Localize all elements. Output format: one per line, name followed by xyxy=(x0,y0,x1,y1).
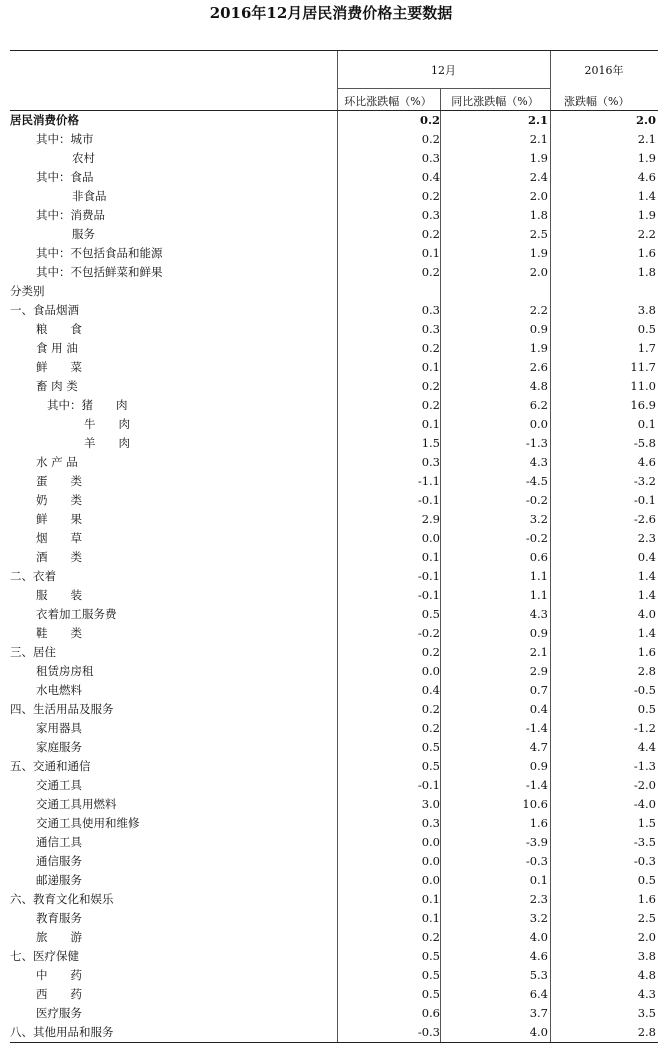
row-label: 一、食品烟酒 xyxy=(10,303,79,317)
annual-value: 3.8 xyxy=(637,949,656,963)
table-row xyxy=(10,966,658,985)
annual-value: -4.0 xyxy=(633,797,656,811)
mom-value: 0.3 xyxy=(421,816,440,830)
table-row xyxy=(10,206,658,225)
mom-value: 0.2 xyxy=(421,930,440,944)
row-label: 五、交通和通信 xyxy=(10,759,91,773)
month-header: 12月 xyxy=(431,64,456,77)
row-label: 酒 类 xyxy=(36,550,82,564)
table-row xyxy=(10,1023,658,1042)
year-header: 2016年 xyxy=(584,64,624,77)
table-row xyxy=(10,795,658,814)
mom-value: 0.2 xyxy=(421,645,440,659)
annual-value: 4.0 xyxy=(637,607,656,621)
table-row xyxy=(10,529,658,548)
mom-value: -0.1 xyxy=(417,569,440,583)
row-label: 水电燃料 xyxy=(36,683,82,697)
yoy-value: -0.2 xyxy=(525,493,548,507)
mom-value: 0.3 xyxy=(421,322,440,336)
table-row xyxy=(10,491,658,510)
table-row xyxy=(10,757,658,776)
table-row xyxy=(10,301,658,320)
annual-value: 1.4 xyxy=(637,569,656,583)
table-row xyxy=(10,377,658,396)
row-label: 二、衣着 xyxy=(10,569,56,583)
row-label: 其中：不包括食品和能源 xyxy=(36,246,163,260)
yoy-value: 10.6 xyxy=(522,797,548,811)
table-row xyxy=(10,510,658,529)
yoy-value: 1.6 xyxy=(529,816,548,830)
mom-value: 0.5 xyxy=(421,759,440,773)
row-label: 家用器具 xyxy=(36,721,82,735)
mom-value: 0.2 xyxy=(421,227,440,241)
mom-value: 0.1 xyxy=(421,550,440,564)
yoy-value: 6.2 xyxy=(529,398,548,412)
mom-value: -1.1 xyxy=(417,474,440,488)
mom-value: 3.0 xyxy=(421,797,440,811)
table-row xyxy=(10,453,658,472)
divider xyxy=(337,88,550,89)
table-row xyxy=(10,700,658,719)
row-label: 烟 草 xyxy=(36,531,82,545)
yoy-value: 2.3 xyxy=(529,892,548,906)
table-row xyxy=(10,833,658,852)
mom-value: 0.0 xyxy=(421,664,440,678)
yoy-value: 2.6 xyxy=(529,360,548,374)
yoy-value: 0.1 xyxy=(529,873,548,887)
annual-value: 0.5 xyxy=(637,702,656,716)
yoy-value: 4.0 xyxy=(529,930,548,944)
mom-value: 0.5 xyxy=(421,968,440,982)
mom-value: 0.1 xyxy=(421,360,440,374)
mom-value: 0.3 xyxy=(421,208,440,222)
row-label: 三、居住 xyxy=(10,645,56,659)
table-row xyxy=(10,928,658,947)
yoy-value: 3.2 xyxy=(529,911,548,925)
row-label: 其中：猪 肉 xyxy=(47,398,128,412)
annual-value: 0.4 xyxy=(637,550,656,564)
table-row xyxy=(10,909,658,928)
yoy-value: 2.0 xyxy=(529,265,548,279)
yoy-value: 0.9 xyxy=(529,759,548,773)
row-label: 交通工具 xyxy=(36,778,82,792)
annual-value: 2.1 xyxy=(637,132,656,146)
mom-value: -0.1 xyxy=(417,778,440,792)
mom-value: -0.3 xyxy=(417,1025,440,1039)
row-label: 其中：食品 xyxy=(36,170,94,184)
cpi-table xyxy=(10,50,658,1043)
mom-value: 0.3 xyxy=(421,303,440,317)
yoy-value: 2.1 xyxy=(529,132,548,146)
mom-value: -0.1 xyxy=(417,493,440,507)
annual-value: 1.6 xyxy=(637,645,656,659)
yoy-value: 2.5 xyxy=(529,227,548,241)
row-label: 畜 肉 类 xyxy=(36,379,78,393)
yoy-value: 5.3 xyxy=(529,968,548,982)
mom-value: 0.0 xyxy=(421,835,440,849)
mom-value: -0.2 xyxy=(417,626,440,640)
yoy-value: -0.3 xyxy=(525,854,548,868)
yoy-value: 0.6 xyxy=(529,550,548,564)
table-row xyxy=(10,111,658,130)
annual-value: 1.6 xyxy=(637,892,656,906)
yoy-value: -1.3 xyxy=(525,436,548,450)
table-body xyxy=(10,111,658,1043)
yoy-value: 4.3 xyxy=(529,455,548,469)
row-label: 八、其他用品和服务 xyxy=(10,1025,114,1039)
row-label: 分类别 xyxy=(10,284,45,298)
annual-value: 0.1 xyxy=(637,417,656,431)
row-label: 鲜 菜 xyxy=(36,360,82,374)
table-row xyxy=(10,738,658,757)
table-row xyxy=(10,187,658,206)
annual-value: 0.5 xyxy=(637,322,656,336)
yoy-value: 4.0 xyxy=(529,1025,548,1039)
row-label: 蛋 类 xyxy=(36,474,82,488)
row-label: 鞋 类 xyxy=(36,626,82,640)
annual-value: 16.9 xyxy=(630,398,656,412)
table-row xyxy=(10,548,658,567)
mom-value: 0.5 xyxy=(421,607,440,621)
row-label: 六、教育文化和娱乐 xyxy=(10,892,114,906)
annual-value: -2.6 xyxy=(633,512,656,526)
mom-value: 0.3 xyxy=(421,455,440,469)
annual-value: -0.1 xyxy=(633,493,656,507)
table-row xyxy=(10,662,658,681)
annual-value: -0.3 xyxy=(633,854,656,868)
yoy-value: 4.7 xyxy=(529,740,548,754)
annual-value: 1.7 xyxy=(637,341,656,355)
table-row xyxy=(10,852,658,871)
annual-value: -5.8 xyxy=(633,436,656,450)
yoy-value: 2.9 xyxy=(529,664,548,678)
row-label: 食 用 油 xyxy=(36,341,78,355)
row-label: 衣着加工服务费 xyxy=(36,607,117,621)
yoy-value: -1.4 xyxy=(525,721,548,735)
annual-value: -1.2 xyxy=(633,721,656,735)
mom-value: 0.0 xyxy=(421,531,440,545)
table-row xyxy=(10,814,658,833)
yoy-value: 1.1 xyxy=(529,588,548,602)
yoy-change-header: 同比涨跌幅（%） xyxy=(451,95,539,108)
yoy-value: 3.2 xyxy=(529,512,548,526)
table-row xyxy=(10,890,658,909)
mom-value: 0.5 xyxy=(421,987,440,1001)
annual-value: 1.9 xyxy=(637,208,656,222)
annual-value: 11.7 xyxy=(630,360,656,374)
row-label: 交通工具使用和维修 xyxy=(36,816,140,830)
row-label: 旅 游 xyxy=(36,930,82,944)
annual-value: 1.5 xyxy=(637,816,656,830)
page-title: 2016年12月居民消费价格主要数据 xyxy=(209,4,453,22)
mom-value: 0.3 xyxy=(421,151,440,165)
mom-change-header: 环比涨跌幅（%） xyxy=(344,95,432,108)
annual-value: 4.3 xyxy=(637,987,656,1001)
annual-value: 4.6 xyxy=(637,455,656,469)
table-row xyxy=(10,434,658,453)
annual-value: 3.8 xyxy=(637,303,656,317)
table-row xyxy=(10,719,658,738)
annual-value: 4.6 xyxy=(637,170,656,184)
annual-value: 1.6 xyxy=(637,246,656,260)
annual-value: -1.3 xyxy=(633,759,656,773)
table-row xyxy=(10,1004,658,1023)
yoy-value: 0.9 xyxy=(529,626,548,640)
mom-value: 0.1 xyxy=(421,246,440,260)
yoy-value: 0.7 xyxy=(529,683,548,697)
mom-value: 0.5 xyxy=(421,949,440,963)
row-label: 羊 肉 xyxy=(84,436,130,450)
annual-value: 2.2 xyxy=(637,227,656,241)
yoy-value: 1.1 xyxy=(529,569,548,583)
row-label: 其中：城市 xyxy=(36,132,94,146)
mom-value: 0.5 xyxy=(421,740,440,754)
yoy-value: -4.5 xyxy=(525,474,548,488)
mom-value: 0.2 xyxy=(421,721,440,735)
table-row xyxy=(10,244,658,263)
table-row xyxy=(10,320,658,339)
row-label: 通信工具 xyxy=(36,835,82,849)
yoy-value: 2.4 xyxy=(529,170,548,184)
mom-value: 0.6 xyxy=(421,1006,440,1020)
annual-value: 1.8 xyxy=(637,265,656,279)
table-row xyxy=(10,149,658,168)
row-label: 粮 食 xyxy=(36,322,82,336)
mom-value: 0.4 xyxy=(421,683,440,697)
table-row xyxy=(10,643,658,662)
table-row xyxy=(10,263,658,282)
annual-value: -3.5 xyxy=(633,835,656,849)
row-label: 农村 xyxy=(72,151,95,165)
table-row xyxy=(10,776,658,795)
yoy-value: 1.9 xyxy=(529,246,548,260)
mom-value: 0.0 xyxy=(421,854,440,868)
yoy-value: 0.0 xyxy=(529,417,548,431)
mom-value: 0.1 xyxy=(421,892,440,906)
yoy-value: 3.7 xyxy=(529,1006,548,1020)
yoy-value: 1.9 xyxy=(529,341,548,355)
annual-value: 1.4 xyxy=(637,588,656,602)
table-header xyxy=(10,51,658,111)
row-label: 中 药 xyxy=(36,968,82,982)
yoy-value: 4.3 xyxy=(529,607,548,621)
table-row xyxy=(10,681,658,700)
mom-value: 0.2 xyxy=(421,702,440,716)
row-label: 租赁房房租 xyxy=(36,664,94,678)
mom-value: -0.1 xyxy=(417,588,440,602)
table-row xyxy=(10,567,658,586)
annual-value: 2.0 xyxy=(635,113,656,127)
row-label: 交通工具用燃料 xyxy=(36,797,117,811)
yoy-value: 0.4 xyxy=(529,702,548,716)
row-label: 西 药 xyxy=(36,987,82,1001)
mom-value: 0.2 xyxy=(421,379,440,393)
yoy-value: 0.9 xyxy=(529,322,548,336)
mom-value: 1.5 xyxy=(421,436,440,450)
table-row xyxy=(10,130,658,149)
yoy-value: 2.1 xyxy=(529,645,548,659)
mom-value: 0.4 xyxy=(421,170,440,184)
table-row xyxy=(10,586,658,605)
row-label: 邮递服务 xyxy=(36,873,82,887)
yoy-value: 6.4 xyxy=(529,987,548,1001)
yoy-value: 1.9 xyxy=(529,151,548,165)
table-row xyxy=(10,605,658,624)
annual-value: 4.4 xyxy=(637,740,656,754)
annual-value: 2.0 xyxy=(637,930,656,944)
annual-change-header: 涨跌幅（%） xyxy=(564,95,630,108)
annual-value: 11.0 xyxy=(630,379,656,393)
annual-value: 2.3 xyxy=(637,531,656,545)
annual-value: -2.0 xyxy=(633,778,656,792)
yoy-value: -3.9 xyxy=(525,835,548,849)
mom-value: 0.2 xyxy=(421,132,440,146)
mom-value: 2.9 xyxy=(421,512,440,526)
mom-value: 0.1 xyxy=(421,417,440,431)
row-label: 服务 xyxy=(72,227,95,241)
table-row xyxy=(10,472,658,491)
row-label: 医疗服务 xyxy=(36,1006,82,1020)
yoy-value: 2.0 xyxy=(529,189,548,203)
table-row xyxy=(10,282,658,301)
yoy-value: -1.4 xyxy=(525,778,548,792)
row-label: 四、生活用品及服务 xyxy=(10,702,114,716)
annual-value: 0.5 xyxy=(637,873,656,887)
annual-value: -0.5 xyxy=(633,683,656,697)
yoy-value: 4.8 xyxy=(529,379,548,393)
table-row xyxy=(10,415,658,434)
mom-value: 0.2 xyxy=(421,398,440,412)
yoy-value: 1.8 xyxy=(529,208,548,222)
table-row xyxy=(10,624,658,643)
yoy-value: 2.1 xyxy=(527,113,548,127)
annual-value: 1.9 xyxy=(637,151,656,165)
table-row xyxy=(10,358,658,377)
yoy-value: 2.2 xyxy=(529,303,548,317)
row-label: 教育服务 xyxy=(36,911,82,925)
row-label: 非食品 xyxy=(72,189,107,203)
annual-value: 1.4 xyxy=(637,626,656,640)
yoy-value: 4.6 xyxy=(529,949,548,963)
annual-value: 1.4 xyxy=(637,189,656,203)
row-label: 通信服务 xyxy=(36,854,82,868)
row-label: 水 产 品 xyxy=(36,455,78,469)
row-label: 鲜 果 xyxy=(36,512,82,526)
table-row xyxy=(10,339,658,358)
mom-value: 0.1 xyxy=(421,911,440,925)
row-label: 其中：不包括鲜菜和鲜果 xyxy=(36,265,163,279)
row-label: 其中：消费品 xyxy=(36,208,105,222)
table-row xyxy=(10,225,658,244)
row-label: 服 装 xyxy=(36,588,82,602)
mom-value: 0.2 xyxy=(419,113,440,127)
row-label: 牛 肉 xyxy=(84,417,130,431)
table-row xyxy=(10,396,658,415)
mom-value: 0.2 xyxy=(421,189,440,203)
annual-value: 2.8 xyxy=(637,664,656,678)
table-row xyxy=(10,985,658,1004)
table-row xyxy=(10,168,658,187)
mom-value: 0.0 xyxy=(421,873,440,887)
row-label: 家庭服务 xyxy=(36,740,82,754)
yoy-value: -0.2 xyxy=(525,531,548,545)
annual-value: 2.5 xyxy=(637,911,656,925)
row-label: 七、医疗保健 xyxy=(10,949,79,963)
mom-value: 0.2 xyxy=(421,341,440,355)
annual-value: -3.2 xyxy=(633,474,656,488)
annual-value: 4.8 xyxy=(637,968,656,982)
table-row xyxy=(10,871,658,890)
row-label: 居民消费价格 xyxy=(10,113,79,127)
row-label: 奶 类 xyxy=(36,493,82,507)
mom-value: 0.2 xyxy=(421,265,440,279)
table-row xyxy=(10,947,658,966)
annual-value: 2.8 xyxy=(637,1025,656,1039)
annual-value: 3.5 xyxy=(637,1006,656,1020)
